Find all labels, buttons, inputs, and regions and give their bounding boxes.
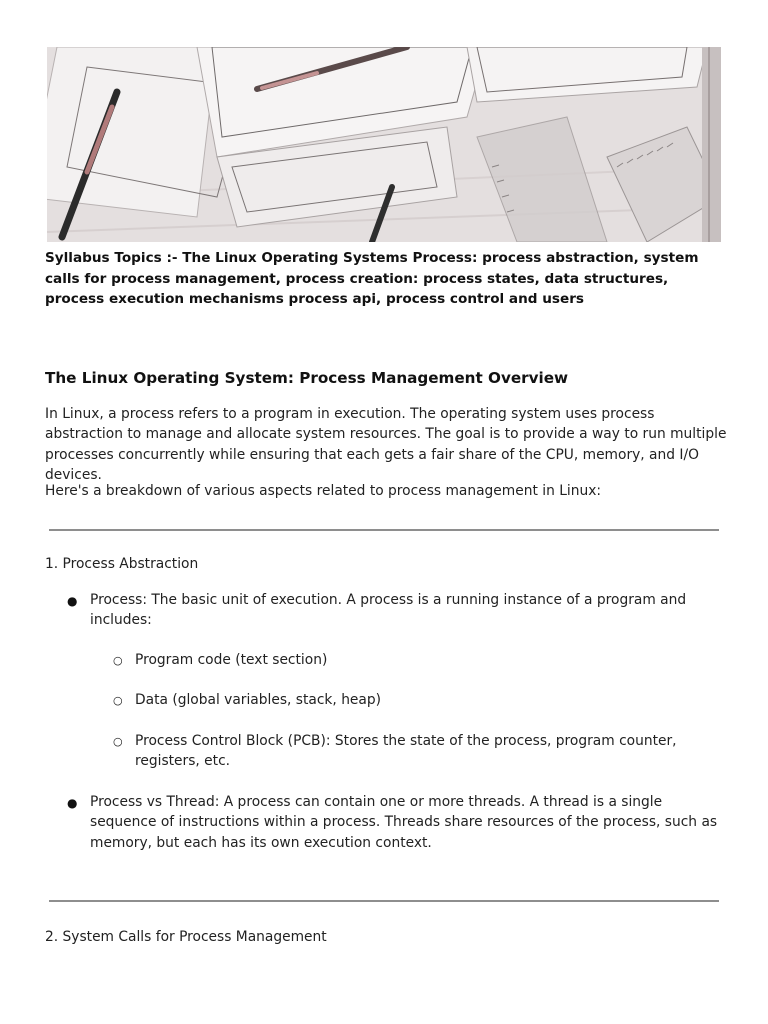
- section-title-system-calls: 2. System Calls for Process Management: [45, 929, 327, 945]
- sub-list-item: Program code (text section): [135, 652, 328, 668]
- breakdown-paragraph: Here's a breakdown of various aspects related to process management in Linux:: [45, 483, 602, 499]
- horizontal-divider: [49, 900, 719, 902]
- syllabus-topics: Syllabus Topics :- The Linux Operating Systems Process: process abstraction, system calls for process management, process creation: process states, data structures, process execution mechanisms process api, process control and users: [45, 250, 699, 307]
- list-item-process: Process: The basic unit of execution. A process is a running instance of a program and includes:: [90, 592, 687, 629]
- sub-bullet-marker: ○: [113, 735, 123, 748]
- list-item-process-vs-thread: Process vs Thread: A process can contain one or more threads. A thread is a single sequence of instructions within a process. Threads share resources of the process, such as memory, but each has its own execution context.: [90, 794, 718, 851]
- sub-bullet-marker: ○: [113, 654, 123, 667]
- sub-list-item: Process Control Block (PCB): Stores the state of the process, program counter, registers, etc.: [135, 733, 677, 770]
- bullet-marker: ●: [67, 594, 78, 608]
- section-title-process-abstraction: 1. Process Abstraction: [45, 556, 199, 572]
- sub-bullet-marker: ○: [113, 694, 123, 707]
- hero-image: [47, 47, 721, 242]
- drafting-desk-illustration: [47, 47, 721, 242]
- sub-list-item: Data (global variables, stack, heap): [135, 692, 382, 708]
- section-heading: The Linux Operating System: Process Management Overview: [45, 369, 569, 387]
- horizontal-divider: [49, 529, 719, 531]
- bullet-marker: ●: [67, 796, 78, 810]
- intro-paragraph: In Linux, a process refers to a program in execution. The operating system uses process abstraction to manage and allocate system resources. The goal is to provide a way to run multiple processes concurrently while ensuring that each gets a fair share of the CPU, memory, and I/O devices.: [45, 406, 727, 483]
